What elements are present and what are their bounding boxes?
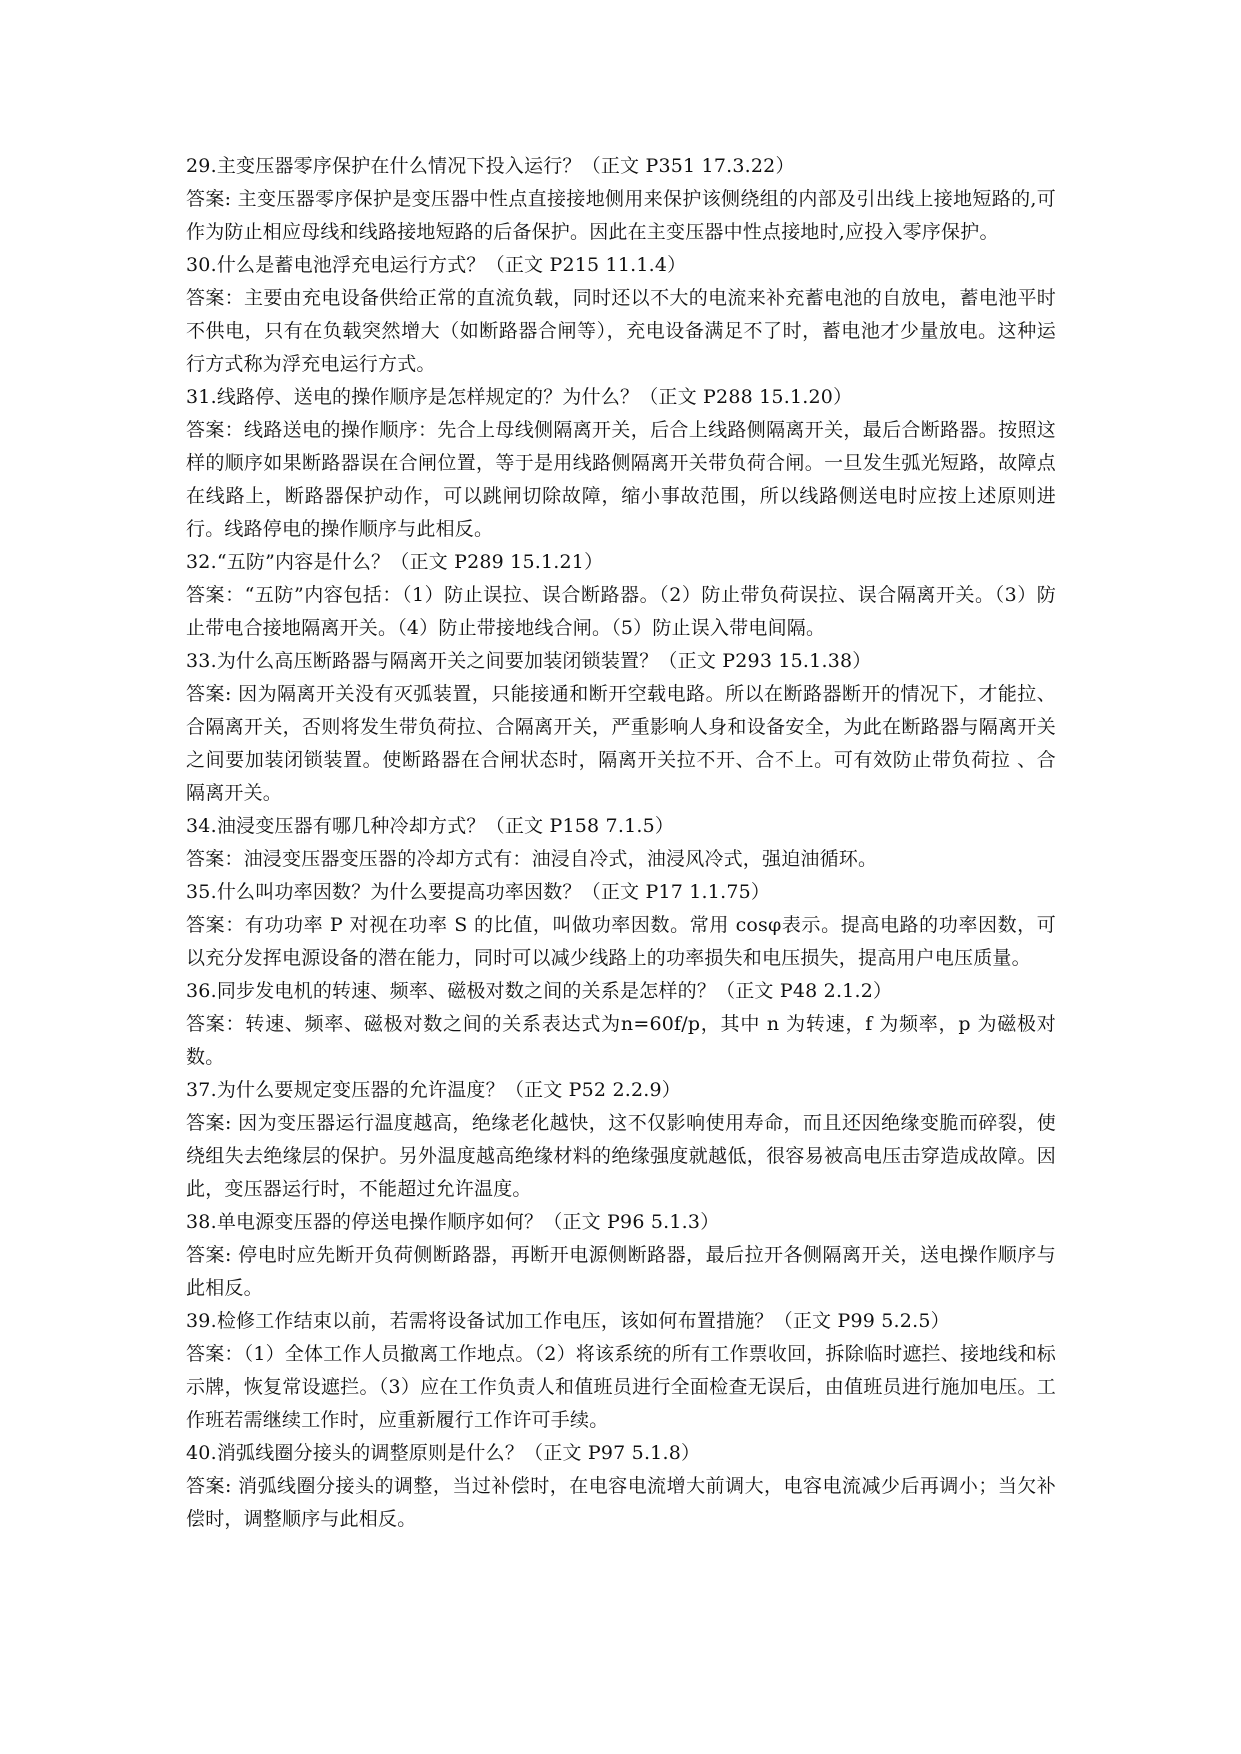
qa-item-39 [186,1305,1056,1437]
qa-item-35 [186,876,1056,975]
qa-item-37 [186,1074,1056,1206]
qa-item-36 [186,975,1056,1074]
qa-item-33 [186,645,1056,810]
question-39: 39.检修工作结束以前，若需将设备试加工作电压，该如何布置措施？（正文 P99 5.2.5） [186,1310,950,1332]
qa-item-31 [186,381,1056,546]
answer-39: 答案：（1）全体工作人员撤离工作地点。（2）将该系统的所有工作票收回，拆除临时遮拦、接地线和标示牌，恢复常设遮拦。（3）应在工作负责人和值班员进行全面检查无误后，由值班员进行施加电压。工作班若需继续工作时，应重新履行工作许可手续。 [186,1343,1056,1431]
answer-40: 答案: 消弧线圈分接头的调整，当过补偿时，在电容电流增大前调大，电容电流减少后再调小；当欠补偿时，调整顺序与此相反。 [186,1475,1056,1530]
answer-36: 答案：转速、频率、磁极对数之间的关系表达式为n=60f/p，其中 n 为转速，f 为频率，p 为磁极对数。 [186,1013,1056,1068]
qa-item-38 [186,1206,1056,1305]
answer-34: 答案：油浸变压器变压器的冷却方式有：油浸自冷式，油浸风冷式，强迫油循环。 [186,848,878,870]
question-38: 38.单电源变压器的停送电操作顺序如何？（正文 P96 5.1.3） [186,1211,720,1233]
document-page [186,150,1056,1536]
question-30: 30.什么是蓄电池浮充电运行方式？（正文 P215 11.1.4） [186,254,687,276]
answer-31: 答案：线路送电的操作顺序：先合上母线侧隔离开关，后合上线路侧隔离开关，最后合断路器。按照这样的顺序如果断路器误在合闸位置，等于是用线路侧隔离开关带负荷合闸。一旦发生弧光短路，故障点在线路上，断路器保护动作，可以跳闸切除故障，缩小事故范围，所以线路侧送电时应按上述原则进行。线路停电的操作顺序与此相反。 [186,419,1056,540]
qa-item-40 [186,1437,1056,1536]
question-40: 40.消弧线圈分接头的调整原则是什么？（正文 P97 5.1.8） [186,1442,701,1464]
question-29: 29.主变压器零序保护在什么情况下投入运行？（正文 P351 17.3.22） [186,155,795,177]
question-36: 36.同步发电机的转速、频率、磁极对数之间的关系是怎样的？（正文 P48 2.1.2） [186,980,893,1002]
answer-30: 答案：主要由充电设备供给正常的直流负载，同时还以不大的电流来补充蓄电池的自放电，蓄电池平时不供电，只有在负载突然增大（如断路器合闸等），充电设备满足不了时，蓄电池才少量放电。这种运行方式称为浮充电运行方式。 [186,287,1056,375]
answer-35: 答案：有功功率 P 对视在功率 S 的比值，叫做功率因数。常用 cosφ表示。提高电路的功率因数，可以充分发挥电源设备的潜在能力，同时可以减少线路上的功率损失和电压损失，提高用户电压质量。 [186,914,1056,969]
question-32: 32.“五防”内容是什么？（正文 P289 15.1.21） [186,551,604,573]
question-33: 33.为什么高压断路器与隔离开关之间要加装闭锁装置？（正文 P293 15.1.38） [186,650,872,672]
answer-29: 答案: 主变压器零序保护是变压器中性点直接接地侧用来保护该侧绕组的内部及引出线上接地短路的,可作为防止相应母线和线路接地短路的后备保护。因此在主变压器中性点接地时,应投入零序保护。 [186,188,1056,243]
answer-38: 答案: 停电时应先断开负荷侧断路器，再断开电源侧断路器，最后拉开各侧隔离开关，送电操作顺序与此相反。 [186,1244,1056,1299]
question-34: 34.油浸变压器有哪几种冷却方式？（正文 P158 7.1.5） [186,815,675,837]
qa-item-32 [186,546,1056,645]
qa-item-34 [186,810,1056,876]
qa-item-30 [186,249,1056,381]
question-37: 37.为什么要规定变压器的允许温度？（正文 P52 2.2.9） [186,1079,682,1101]
question-31: 31.线路停、送电的操作顺序是怎样规定的？为什么？（正文 P288 15.1.20） [186,386,853,408]
answer-33: 答案: 因为隔离开关没有灭弧装置，只能接通和断开空载电路。所以在断路器断开的情况下，才能拉、合隔离开关，否则将发生带负荷拉、合隔离开关，严重影响人身和设备安全，为此在断路器与隔离开关之间要加装闭锁装置。使断路器在合闸状态时，隔离开关拉不开、合不上。可有效防止带负荷拉 、合隔离开关。 [186,683,1056,804]
answer-32: 答案：“五防”内容包括：（1）防止误拉、误合断路器。（2）防止带负荷误拉、误合隔离开关。（3）防止带电合接地隔离开关。（4）防止带接地线合闸。（5）防止误入带电间隔。 [186,584,1056,639]
answer-37: 答案: 因为变压器运行温度越高，绝缘老化越快，这不仅影响使用寿命，而且还因绝缘变脆而碎裂，使绕组失去绝缘层的保护。另外温度越高绝缘材料的绝缘强度就越低，很容易被高电压击穿造成故障。因此，变压器运行时，不能超过允许温度。 [186,1112,1056,1200]
question-35: 35.什么叫功率因数？为什么要提高功率因数？（正文 P17 1.1.75） [186,881,771,903]
qa-item-29 [186,150,1056,249]
